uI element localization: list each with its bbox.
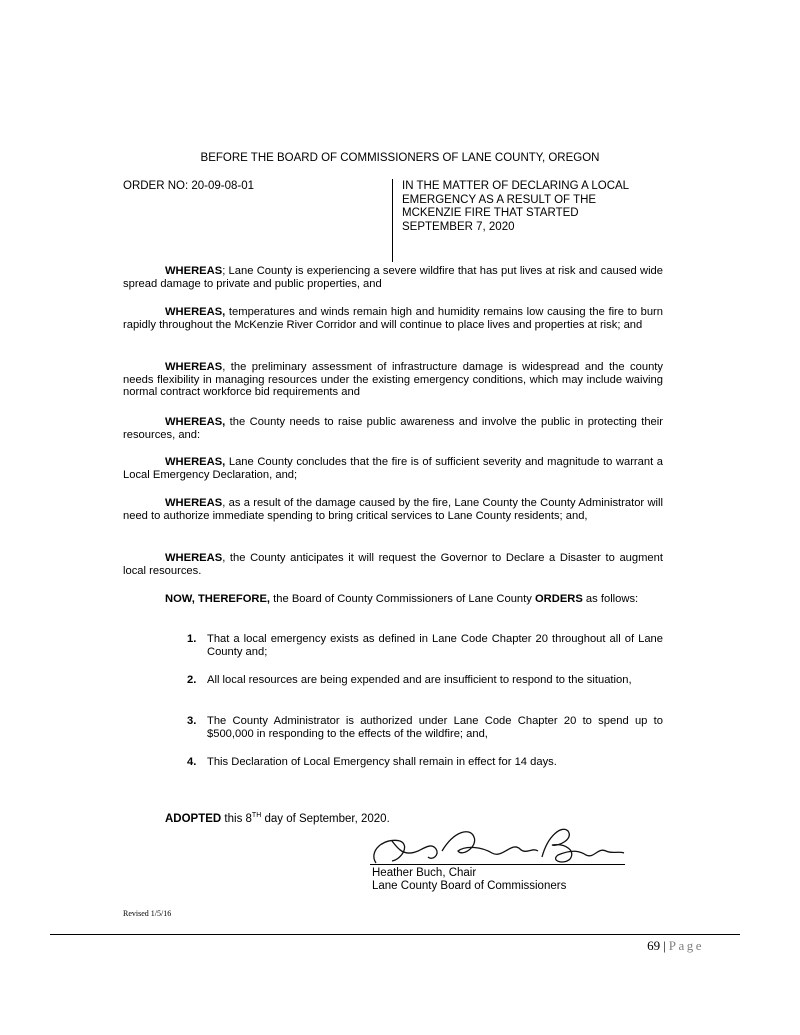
signer-name: Heather Buch, Chair (372, 867, 477, 879)
now-therefore-text-end: as follows: (582, 593, 639, 605)
order-item-text: This Declaration of Local Emergency shall remain in effect for 14 days. (207, 756, 557, 768)
order-number: ORDER NO: 20-09-08-01 (123, 180, 255, 192)
now-therefore-paragraph (123, 593, 663, 606)
footer-rule (50, 934, 740, 935)
whereas-paragraph (123, 497, 663, 522)
order-item-number: 2. (187, 674, 197, 686)
page-number-footer (647, 938, 704, 954)
adopted-lead: ADOPTED (165, 812, 222, 825)
whereas-lead: WHEREAS, (165, 416, 226, 428)
now-therefore-lead: NOW, THEREFORE, (165, 593, 271, 605)
order-item-text: That a local emergency exists as defined in Lane Code Chapter 20 throughout all of Lane County and; (207, 633, 663, 658)
whereas-paragraph (123, 265, 663, 290)
whereas-lead: WHEREAS (165, 497, 223, 509)
adopted-superscript: TH (251, 812, 262, 819)
page-separator: | (663, 938, 666, 953)
whereas-text: , as a result of the damage caused by the fire, Lane County the County Administrator will need to authorize immediate spending to bring critical services to Lane County residents; and, (123, 497, 663, 522)
order-item (187, 756, 663, 769)
matter-line: SEPTEMBER 7, 2020 (402, 220, 515, 233)
now-therefore-text: the Board of County Commissioners of Lane County (270, 593, 535, 605)
whereas-text: Lane County concludes that the fire is of sufficient severity and magnitude to warrant a Local Emergency Declaration, and; (123, 456, 663, 481)
page-label: Page (668, 938, 704, 953)
whereas-lead: WHEREAS, (165, 456, 226, 468)
order-item-number: 4. (187, 756, 197, 768)
caption-divider (392, 179, 393, 262)
revised-note: Revised 1/5/16 (123, 909, 172, 918)
whereas-text: temperatures and winds remain high and humidity remains low causing the fire to burn rapidly throughout the McKenzie River Corridor and will continue to place lives and properties at risk; and (123, 306, 663, 331)
matter-caption (402, 180, 672, 234)
signer-block (372, 867, 566, 893)
matter-line: EMERGENCY AS A RESULT OF THE (402, 193, 597, 206)
matter-line: IN THE MATTER OF DECLARING A LOCAL (402, 180, 630, 192)
signature-line (370, 864, 625, 865)
whereas-text: , the preliminary assessment of infrastructure damage is widespread and the county needs flexibility in managing resources under the existing emergency conditions, which may include waiving normal contract workforce bid requirements and (123, 361, 663, 399)
adopted-text-end: day of September, 2020. (261, 812, 390, 825)
order-item-number: 1. (187, 633, 197, 645)
matter-line: MCKENZIE FIRE THAT STARTED (402, 207, 579, 219)
page-number: 69 (647, 938, 661, 953)
order-item (187, 674, 663, 687)
whereas-text: the County needs to raise public awareness and involve the public in protecting their resources, and: (123, 416, 663, 441)
whereas-paragraph (123, 552, 663, 577)
whereas-paragraph (123, 416, 663, 441)
whereas-lead: WHEREAS (165, 552, 223, 564)
whereas-paragraph (123, 456, 663, 481)
whereas-lead: WHEREAS, (165, 306, 226, 318)
order-item-text: All local resources are being expended and are insufficient to respond to the situation, (207, 674, 632, 686)
whereas-paragraph (123, 306, 663, 331)
whereas-lead: WHEREAS (165, 361, 223, 373)
order-item-number: 3. (187, 715, 197, 727)
whereas-text: ; Lane County is experiencing a severe wildfire that has put lives at risk and caused wide spread damage to private and public properties, and (123, 265, 663, 290)
document-heading: BEFORE THE BOARD OF COMMISSIONERS OF LANE COUNTY, OREGON (200, 152, 600, 164)
whereas-paragraph (123, 361, 663, 399)
order-item (187, 633, 663, 658)
adopted-text: this 8 (221, 812, 252, 825)
whereas-lead: WHEREAS (165, 265, 223, 277)
whereas-text: , the County anticipates it will request the Governor to Declare a Disaster to augment local resources. (123, 552, 663, 577)
order-item-text: The County Administrator is authorized under Lane Code Chapter 20 to spend up to $500,000 in responding to the effects of the wildfire; and, (207, 715, 663, 740)
orders-word: ORDERS (534, 593, 583, 605)
order-item (187, 715, 663, 740)
signer-title: Lane County Board of Commissioners (372, 880, 567, 892)
signature-image (362, 821, 632, 869)
adopted-line (165, 812, 390, 825)
